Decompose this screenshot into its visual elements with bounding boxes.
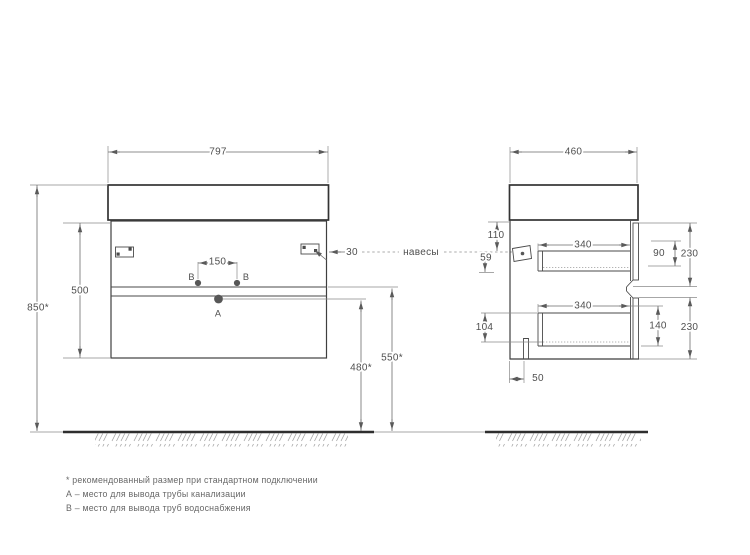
dim-side-front-bottom: 230: [680, 322, 699, 333]
dim-side-hanger-to-drawer: 59: [480, 252, 492, 264]
dim-front-width: 797: [209, 146, 227, 158]
footnote-point-b: В – место для вывода труб водоснабжения: [66, 503, 251, 513]
dim-side-back-offset: 50: [532, 373, 544, 384]
ground: [30, 432, 648, 447]
front-dimension-lines: [37, 152, 392, 431]
front-view: [108, 185, 329, 358]
front-cabinet-body: [111, 221, 327, 358]
side-view: [510, 185, 640, 359]
footnotes: [66, 475, 318, 513]
drain-point-a: [214, 295, 223, 304]
side-handle-groove: [627, 280, 634, 298]
dim-side-depth: 460: [564, 146, 583, 158]
front-countertop: [108, 185, 329, 220]
dim-side-bottom-rail: 104: [475, 322, 494, 333]
footnote-recommended-size: * рекомендованный размер при стандартном подключении: [66, 475, 318, 485]
hangers-label: навесы: [403, 247, 439, 258]
bracket-screw-icon: [303, 246, 306, 249]
bracket-screw-icon: [117, 253, 120, 256]
ground-hatch-side: [496, 434, 641, 447]
side-lower-drawer-front: [633, 298, 639, 359]
side-dimension-lines: [485, 152, 690, 379]
dim-front-height-siphon: 480*: [350, 362, 372, 374]
hanger-leader-arrow: [315, 251, 327, 261]
dim-side-drawer-depth-bottom: 340: [574, 300, 592, 312]
side-countertop: [510, 185, 639, 220]
front-right-hanger-bracket: [301, 244, 327, 260]
dim-side-drawer-side-top: 90: [653, 248, 665, 259]
water-point-b-left: [195, 280, 201, 286]
point-b-label: B: [242, 272, 250, 282]
bracket-screw-icon: [129, 248, 132, 251]
side-dimension-arrows: [485, 152, 690, 379]
front-view-dimensions: [27, 146, 403, 431]
front-dimension-arrows: [37, 152, 392, 430]
side-back-service-notch: [524, 339, 529, 360]
side-upper-drawer-front: [633, 223, 639, 280]
side-lower-drawer-box: [538, 313, 630, 346]
dim-side-front-top: 230: [680, 248, 699, 260]
dim-side-hanger-drop: 110: [487, 230, 505, 241]
dim-front-height-cabinet: 500: [71, 285, 89, 297]
bracket-screw-icon: [521, 252, 525, 256]
dim-front-height-total: 850*: [27, 302, 49, 314]
water-point-b-right: [234, 280, 240, 286]
dim-front-faucet-spacing: 150: [208, 256, 227, 268]
side-extension-lines: [479, 147, 697, 383]
side-hanger-bracket: [513, 246, 532, 262]
point-a-label: A: [214, 308, 222, 319]
ground-hatch-front: [95, 434, 348, 447]
dim-front-height-top: 550*: [381, 352, 403, 364]
side-upper-drawer-box: [538, 251, 630, 271]
footnote-point-a: А – место для вывода трубы канализации: [66, 489, 246, 499]
front-left-hanger-bracket: [116, 247, 134, 257]
dim-side-drawer-side-bottom: 140: [649, 320, 667, 332]
side-view-dimensions: [476, 147, 699, 385]
dim-side-drawer-depth-top: 340: [574, 239, 592, 251]
dim-front-hanger-inset: 30: [346, 247, 358, 258]
point-b-label: B: [188, 272, 195, 282]
